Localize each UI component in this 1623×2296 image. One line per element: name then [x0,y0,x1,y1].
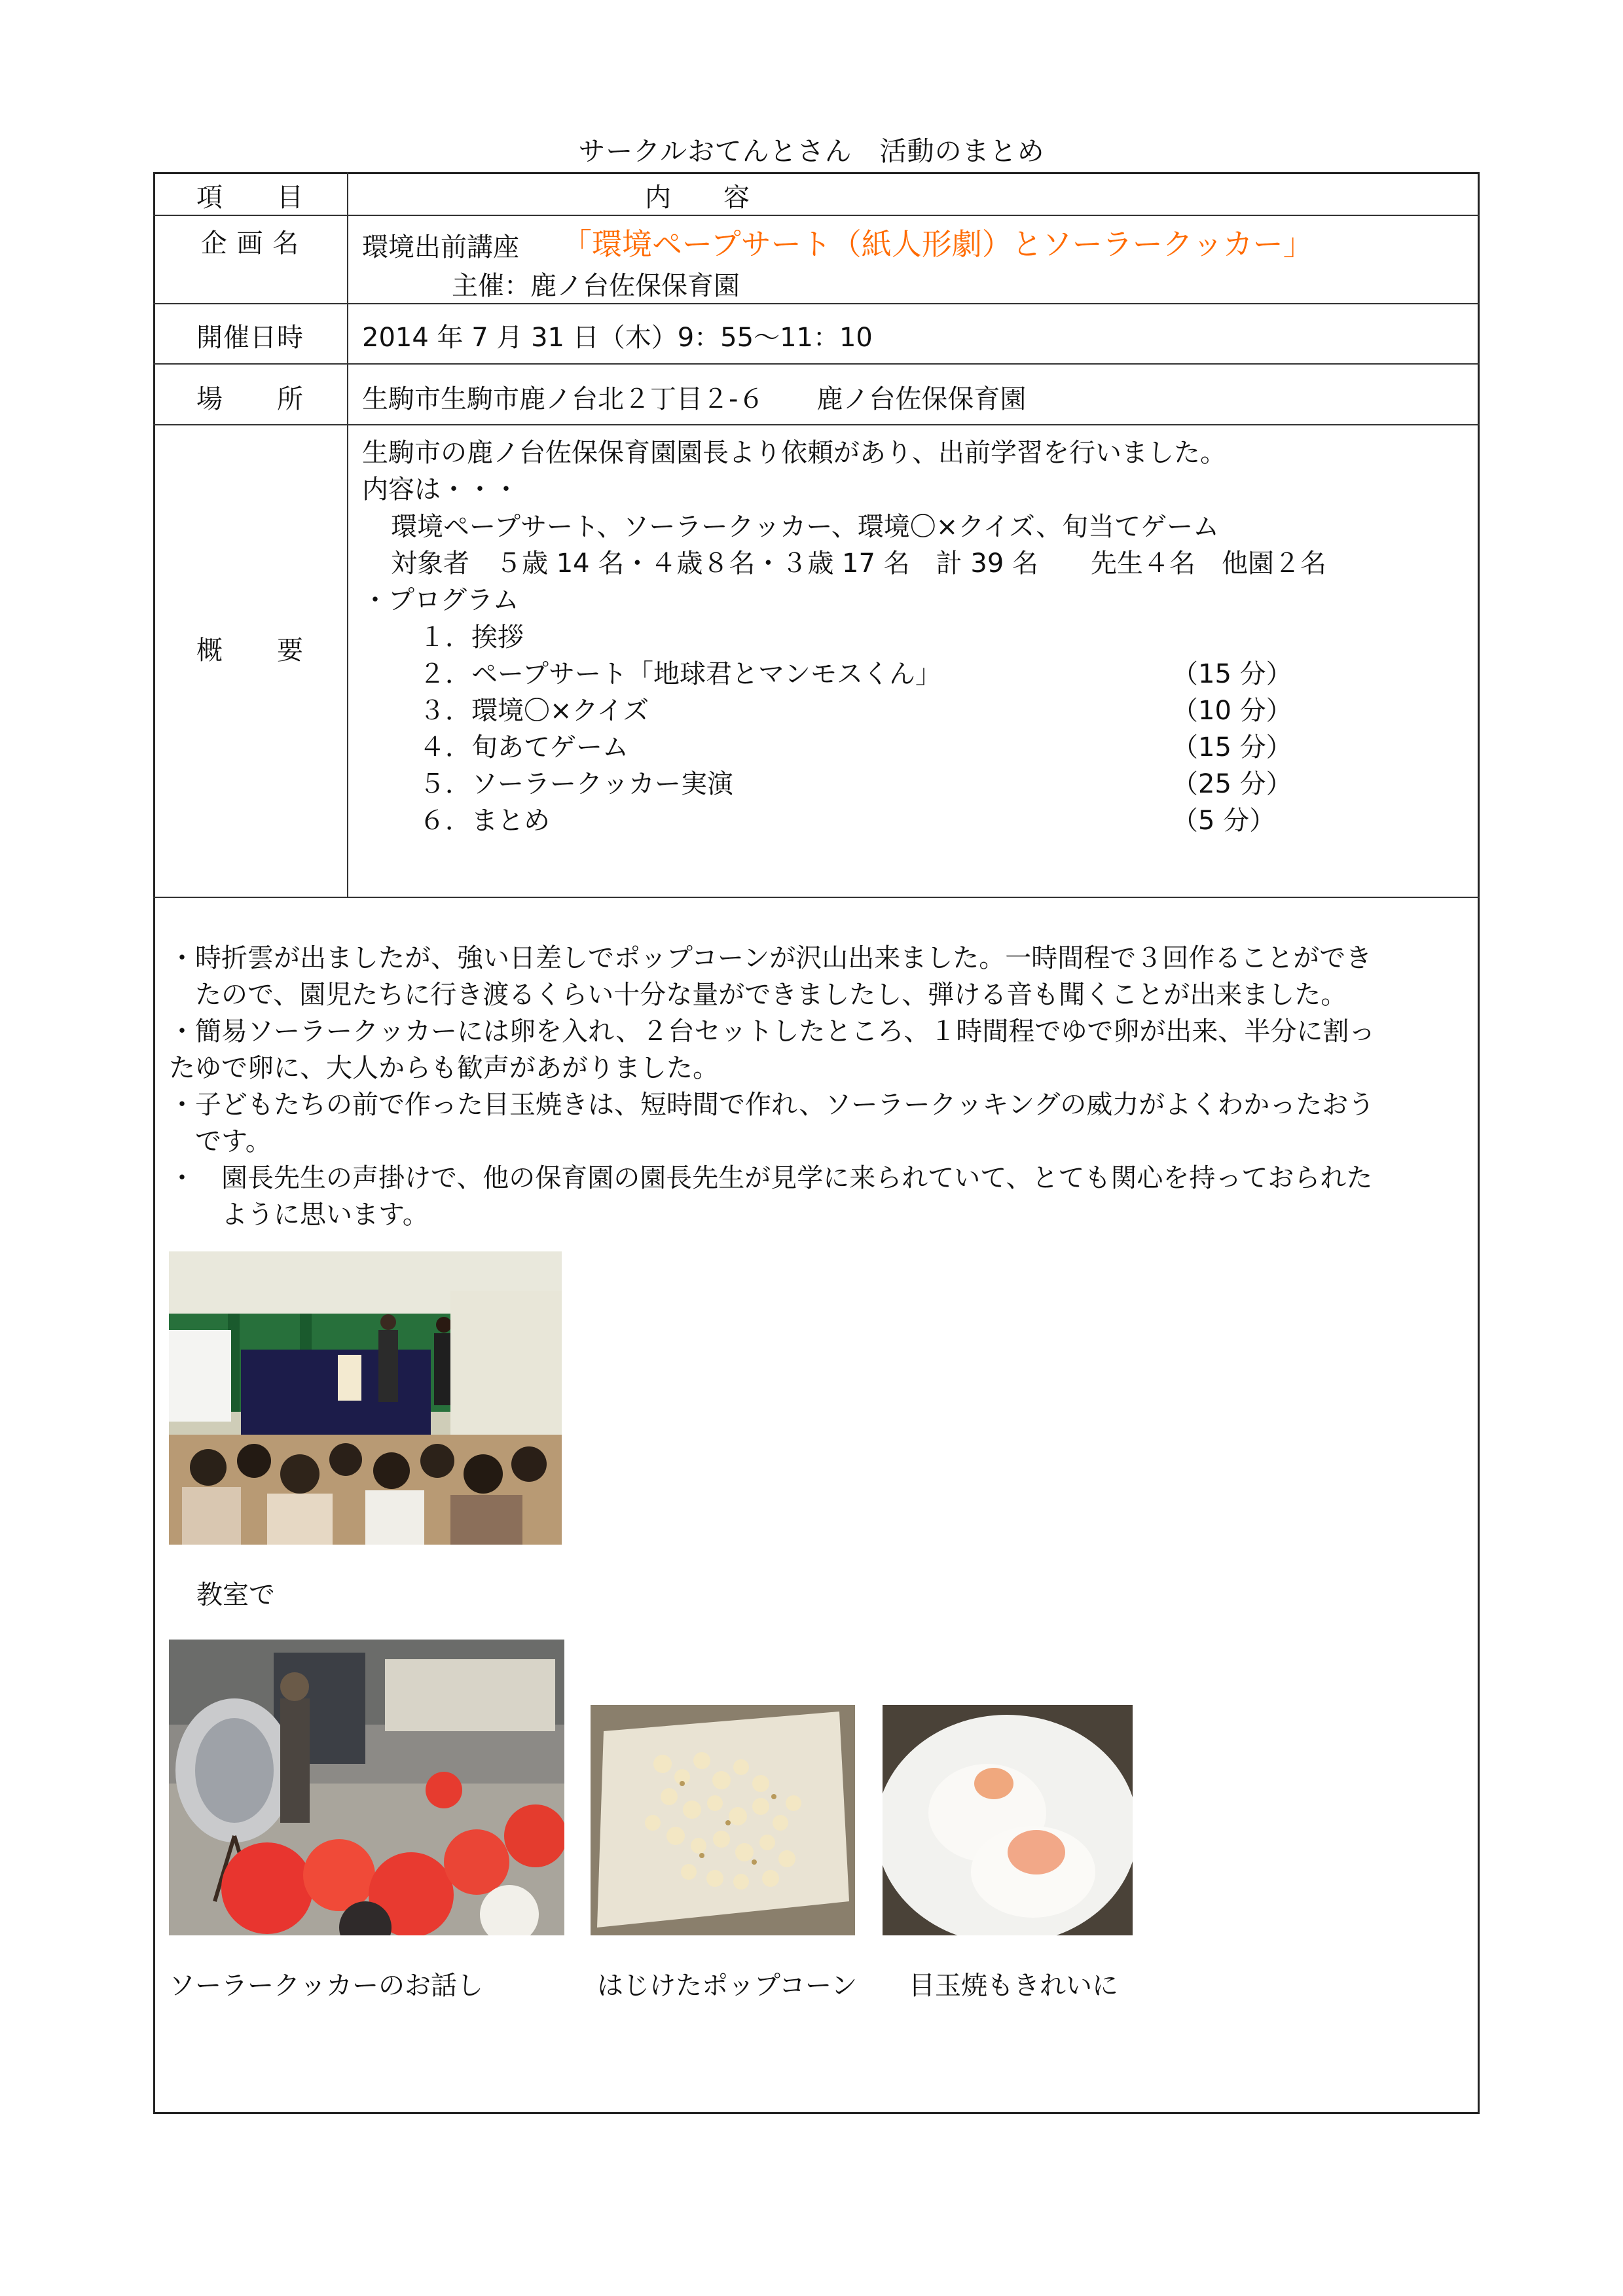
popcorn-caption: はじけたポップコーン [597,1971,858,2001]
program-duration: （10 分） [1172,696,1292,726]
program-item: ６．まとめ [419,806,550,836]
report-line: たので、園児たちに行き渡るくらい十分な量ができましたし、弾ける音も聞くことが出来ました。 [169,980,1347,1010]
egg-caption: 目玉焼もきれいに [909,1971,1118,2001]
summary-line: 環境ペープサート、ソーラークッカー、環境〇×クイズ、旬当てゲーム [391,512,1220,542]
program-duration: （5 分） [1172,806,1276,836]
program-item: ４．旬あてゲーム [419,732,629,762]
summary-line: 対象者 ５歳 14 名・４歳８名・３歳 17 名 計 39 名 先生４名 他園２名 [391,548,1326,579]
header-content-label: 内 容 [645,183,750,213]
divider [153,303,1480,304]
divider [153,215,1480,216]
egg-photo [883,1705,1133,1935]
report-line: たゆで卵に、大人からも歓声があがりました。 [169,1053,719,1083]
report-line: です。 [169,1126,272,1157]
program-duration: （25 分） [1172,769,1292,799]
solar-cooker-photo [169,1640,564,1935]
summary-line: ・プログラム [362,585,519,615]
date-label: 開催日時 [196,323,304,353]
place-value: 生駒市生駒市鹿ノ台北２丁目２-６ 鹿ノ台佐保保育園 [362,384,1027,414]
program-item: ５．ソーラークッカー実演 [419,769,733,799]
program-duration: （15 分） [1172,732,1292,762]
report-line: ・簡易ソーラークッカーには卵を入れ、２台セットしたところ、１時間程でゆで卵が出来、半分に割っ [169,1016,1376,1047]
report-line: ように思います。 [169,1200,429,1230]
plan-host: 主催：鹿ノ台佐保保育園 [452,271,740,301]
divider [153,424,1480,425]
classroom-photo [169,1251,562,1545]
place-label: 場 所 [196,384,304,414]
report-line: ・子どもたちの前で作った目玉焼きは、短時間で作れ、ソーラークッキングの威力がよくわかったおう [169,1090,1375,1120]
program-item: １．挨拶 [419,622,524,653]
page-title: サークルおてんとさん 活動のまとめ [578,135,1045,167]
plan-title: 「環境ペープサート（紙人形劇）とソーラークッカー」 [562,226,1313,262]
divider [153,363,1480,365]
popcorn-photo [591,1705,855,1935]
solar-cooker-caption: ソーラークッカーのお話し [169,1971,483,2001]
divider [153,897,1480,898]
report-line: ・ 園長先生の声掛けで、他の保育園の園長先生が見学に来られていて、とても関心を持っておられた [169,1163,1373,1193]
column-divider [347,172,348,897]
program-item: ３．環境〇×クイズ [419,696,649,726]
date-value: 2014 年 7 月 31 日（木）9：55～11：10 [362,323,873,353]
summary-line: 生駒市の鹿ノ台佐保保育園園長より依頼があり、出前学習を行いました。 [362,438,1226,468]
summary-label: 概 要 [196,636,304,666]
summary-line: 内容は・・・ [362,475,519,505]
header-item-label: 項 目 [196,183,304,213]
classroom-caption: 教室で [196,1580,275,1610]
program-duration: （15 分） [1172,659,1292,689]
program-item: ２．ペープサート「地球君とマンモスくん」 [419,659,941,689]
plan-label: 企 画 名 [200,228,300,259]
plan-prefix: 環境出前講座 [362,232,519,262]
report-line: ・時折雲が出ましたが、強い日差しでポップコーンが沢山出来ました。一時間程で３回作ることができ [169,943,1372,973]
